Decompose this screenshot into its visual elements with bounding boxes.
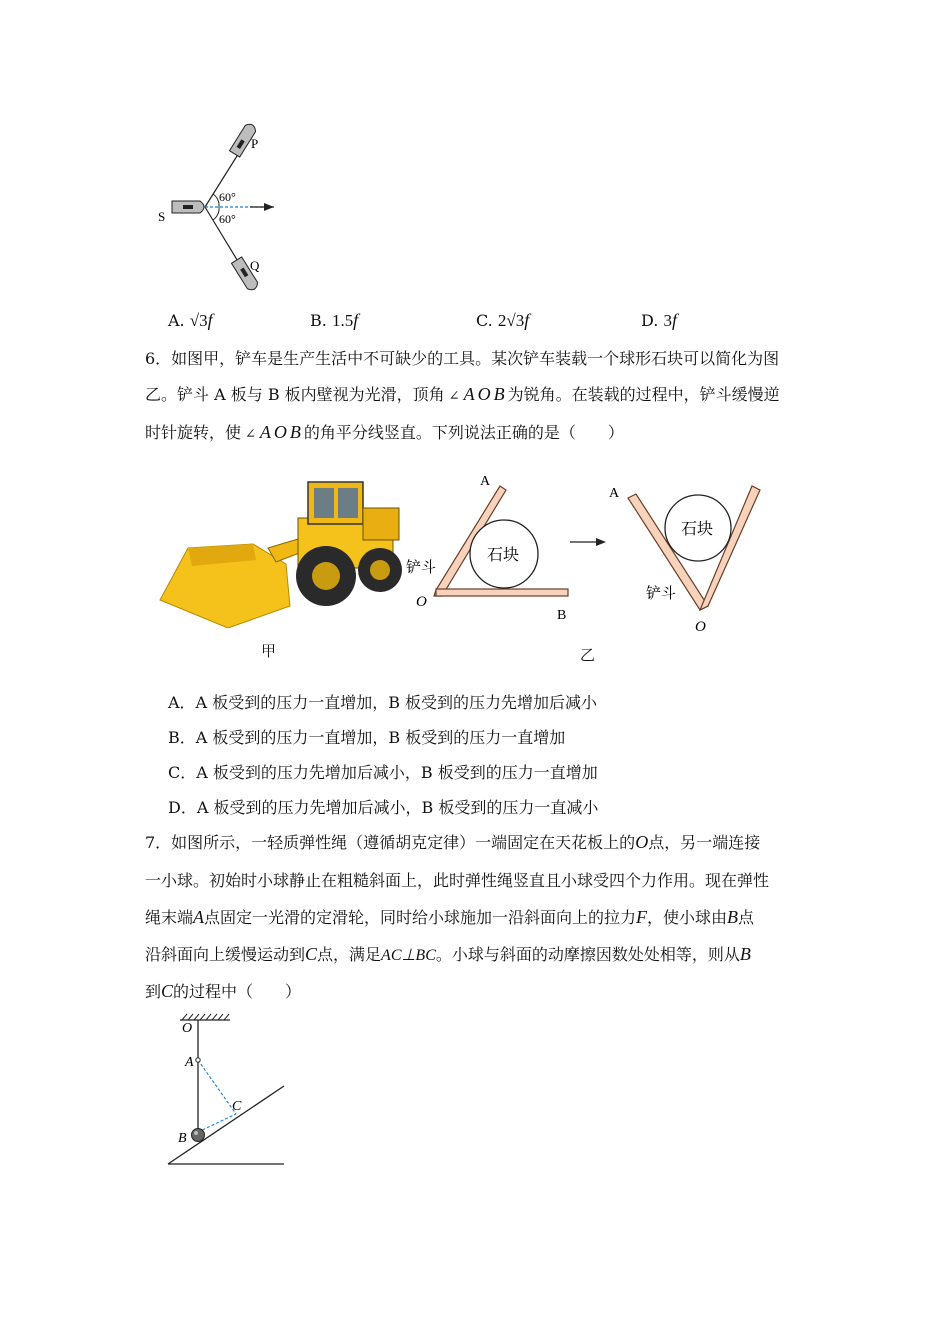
bucket-label-1: 铲斗 bbox=[406, 560, 437, 576]
loader-image bbox=[158, 478, 403, 628]
label-a-2: A bbox=[609, 486, 620, 501]
caption-jia: 甲 bbox=[261, 642, 277, 660]
q6-stem-line3: 时针旋转，使 ∠ AOB的角平分线竖直。下列说法正确的是（ ） bbox=[145, 422, 624, 442]
q6-option-c[interactable]: C．A 板受到的压力先增加后减小，B 板受到的压力一直增加 bbox=[168, 763, 598, 782]
q5-option-c[interactable]: C. 2√3f bbox=[476, 310, 530, 330]
q6-option-b[interactable]: B．A 板受到的压力一直增加，B 板受到的压力一直增加 bbox=[168, 728, 566, 747]
stone-label-2: 石块 bbox=[681, 521, 714, 538]
bucket-diagram bbox=[400, 468, 780, 668]
q6-option-a[interactable]: A．A 板受到的压力一直增加，B 板受到的压力先增加后减小 bbox=[168, 693, 598, 712]
q7-incline-figure bbox=[160, 1008, 300, 1173]
q5-boats-figure bbox=[150, 120, 280, 300]
caption-yi: 乙 bbox=[580, 646, 596, 664]
sqrt-three: √3 bbox=[189, 311, 208, 330]
q7-stem-line5: 到C的过程中（ ） bbox=[145, 981, 302, 1001]
label-o-2: O bbox=[695, 619, 706, 635]
label-b: B bbox=[178, 1131, 187, 1146]
label-b-1: B bbox=[557, 608, 567, 623]
boat-s bbox=[172, 201, 204, 213]
label-s: S bbox=[158, 209, 166, 224]
q5-option-a[interactable]: A. √3f bbox=[168, 310, 213, 330]
stone-label-1: 石块 bbox=[487, 547, 520, 564]
q5-option-b[interactable]: B. 1.5f bbox=[310, 310, 359, 330]
q7-stem-line1: 7．如图所示，一轻质弹性绳（遵循胡克定律）一端固定在天花板上的O点，另一端连接 bbox=[145, 832, 761, 852]
label-q: Q bbox=[250, 258, 260, 273]
label-c: C bbox=[232, 1099, 242, 1114]
angle-top: 60° bbox=[219, 190, 236, 204]
sqrt-three: √3 bbox=[506, 311, 525, 330]
q6-stem-line1: 6．如图甲，铲车是生产生活中不可缺少的工具。某次铲车装载一个球形石块可以简化为图 bbox=[145, 349, 780, 368]
label-a-1: A bbox=[480, 474, 491, 489]
label-p: P bbox=[251, 136, 259, 151]
angle-bottom: 60° bbox=[219, 212, 236, 226]
label-o: O bbox=[182, 1021, 193, 1036]
q7-stem-line4: 沿斜面向上缓慢运动到C点，满足AC⊥BC。小球与斜面的动摩擦因数处处相等，则从B bbox=[145, 944, 751, 964]
q7-stem-line2: 一小球。初始时小球静止在粗糙斜面上，此时弹性绳竖直且小球受四个力作用。现在弹性 bbox=[145, 871, 770, 890]
label-o-1: O bbox=[416, 594, 427, 610]
q6-option-d[interactable]: D．A 板受到的压力先增加后减小，B 板受到的压力一直减小 bbox=[168, 798, 599, 817]
q5-option-d[interactable]: D. 3f bbox=[641, 310, 677, 330]
q6-stem-line2: 乙。铲斗 A 板与 B 板内壁视为光滑，顶角 ∠ AOB为锐角。在装载的过程中，铲斗缓慢逆 bbox=[145, 384, 780, 404]
label-a: A bbox=[185, 1055, 194, 1070]
bucket-label-2: 铲斗 bbox=[646, 586, 677, 602]
q7-stem-line3: 绳末端A点固定一光滑的定滑轮，同时给小球施加一沿斜面向上的拉力F，使小球由B点 bbox=[145, 907, 755, 927]
